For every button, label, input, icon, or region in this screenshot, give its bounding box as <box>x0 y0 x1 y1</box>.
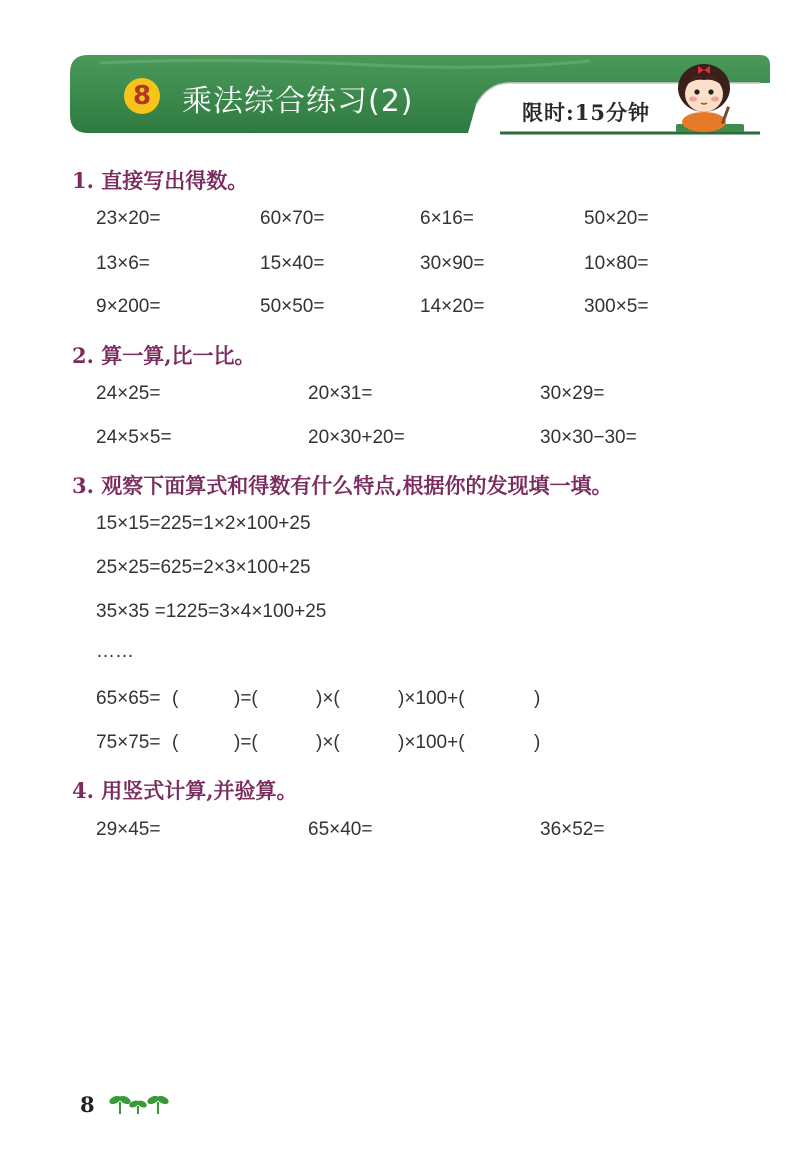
q2-item: 20×30+20= <box>308 427 405 448</box>
lesson-number-badge: 8 <box>124 78 160 114</box>
q3-example-line: 35×35 =1225=3×4×100+25 <box>96 601 327 622</box>
q1-item: 10×80= <box>584 253 649 274</box>
q1-item: 23×20= <box>96 208 161 229</box>
q1-item: 300×5= <box>584 296 649 317</box>
q2-item: 24×25= <box>96 383 161 404</box>
q3-example-line: 15×15=225=1×2×100+25 <box>96 513 311 534</box>
mascot-girl-illustration <box>668 58 748 138</box>
q1-item: 50×50= <box>260 296 325 317</box>
q3-fill-expression: 65×65= <box>96 688 161 709</box>
q3-fill-part: ) <box>534 688 541 709</box>
q1-item: 50×20= <box>584 208 649 229</box>
page-title: 乘法综合练习(2) <box>182 84 414 119</box>
q1-item: 30×90= <box>420 253 485 274</box>
q4-item: 29×45= <box>96 819 161 840</box>
q2-item: 20×31= <box>308 383 373 404</box>
q3-fill-part: ) <box>534 732 541 753</box>
q3-fill-part: )×( <box>316 688 340 709</box>
q1-item: 6×16= <box>420 208 474 229</box>
q1-item: 60×70= <box>260 208 325 229</box>
q2-item: 30×30−30= <box>540 427 637 448</box>
time-limit: 限时:15分钟 <box>522 100 650 125</box>
q3-fill-part: )×100+( <box>398 688 465 709</box>
q1-item: 13×6= <box>96 253 150 274</box>
page-number: 8 <box>80 1092 95 1117</box>
q3-ellipsis: …… <box>96 641 134 662</box>
q4-item: 65×40= <box>308 819 373 840</box>
q3-fill-part: ( <box>172 732 179 753</box>
q1-item: 14×20= <box>420 296 485 317</box>
q3-fill-part: ( <box>172 688 179 709</box>
question-2-title: 2. 算一算,比一比。 <box>72 343 256 368</box>
q4-item: 36×52= <box>540 819 605 840</box>
q2-item: 24×5×5= <box>96 427 172 448</box>
sprout-decoration-icon <box>108 1092 172 1116</box>
q3-fill-part: )×100+( <box>398 732 465 753</box>
q1-item: 9×200= <box>96 296 161 317</box>
q3-fill-part: )=( <box>234 688 258 709</box>
q3-fill-part: )=( <box>234 732 258 753</box>
question-4-title: 4. 用竖式计算,并验算。 <box>72 778 298 803</box>
q3-fill-expression: 75×75= <box>96 732 161 753</box>
q1-item: 15×40= <box>260 253 325 274</box>
question-3-title: 3. 观察下面算式和得数有什么特点,根据你的发现填一填。 <box>72 473 613 498</box>
q3-example-line: 25×25=625=2×3×100+25 <box>96 557 311 578</box>
title-banner <box>70 55 770 135</box>
q2-item: 30×29= <box>540 383 605 404</box>
q3-fill-part: )×( <box>316 732 340 753</box>
question-1-title: 1. 直接写出得数。 <box>72 168 249 193</box>
